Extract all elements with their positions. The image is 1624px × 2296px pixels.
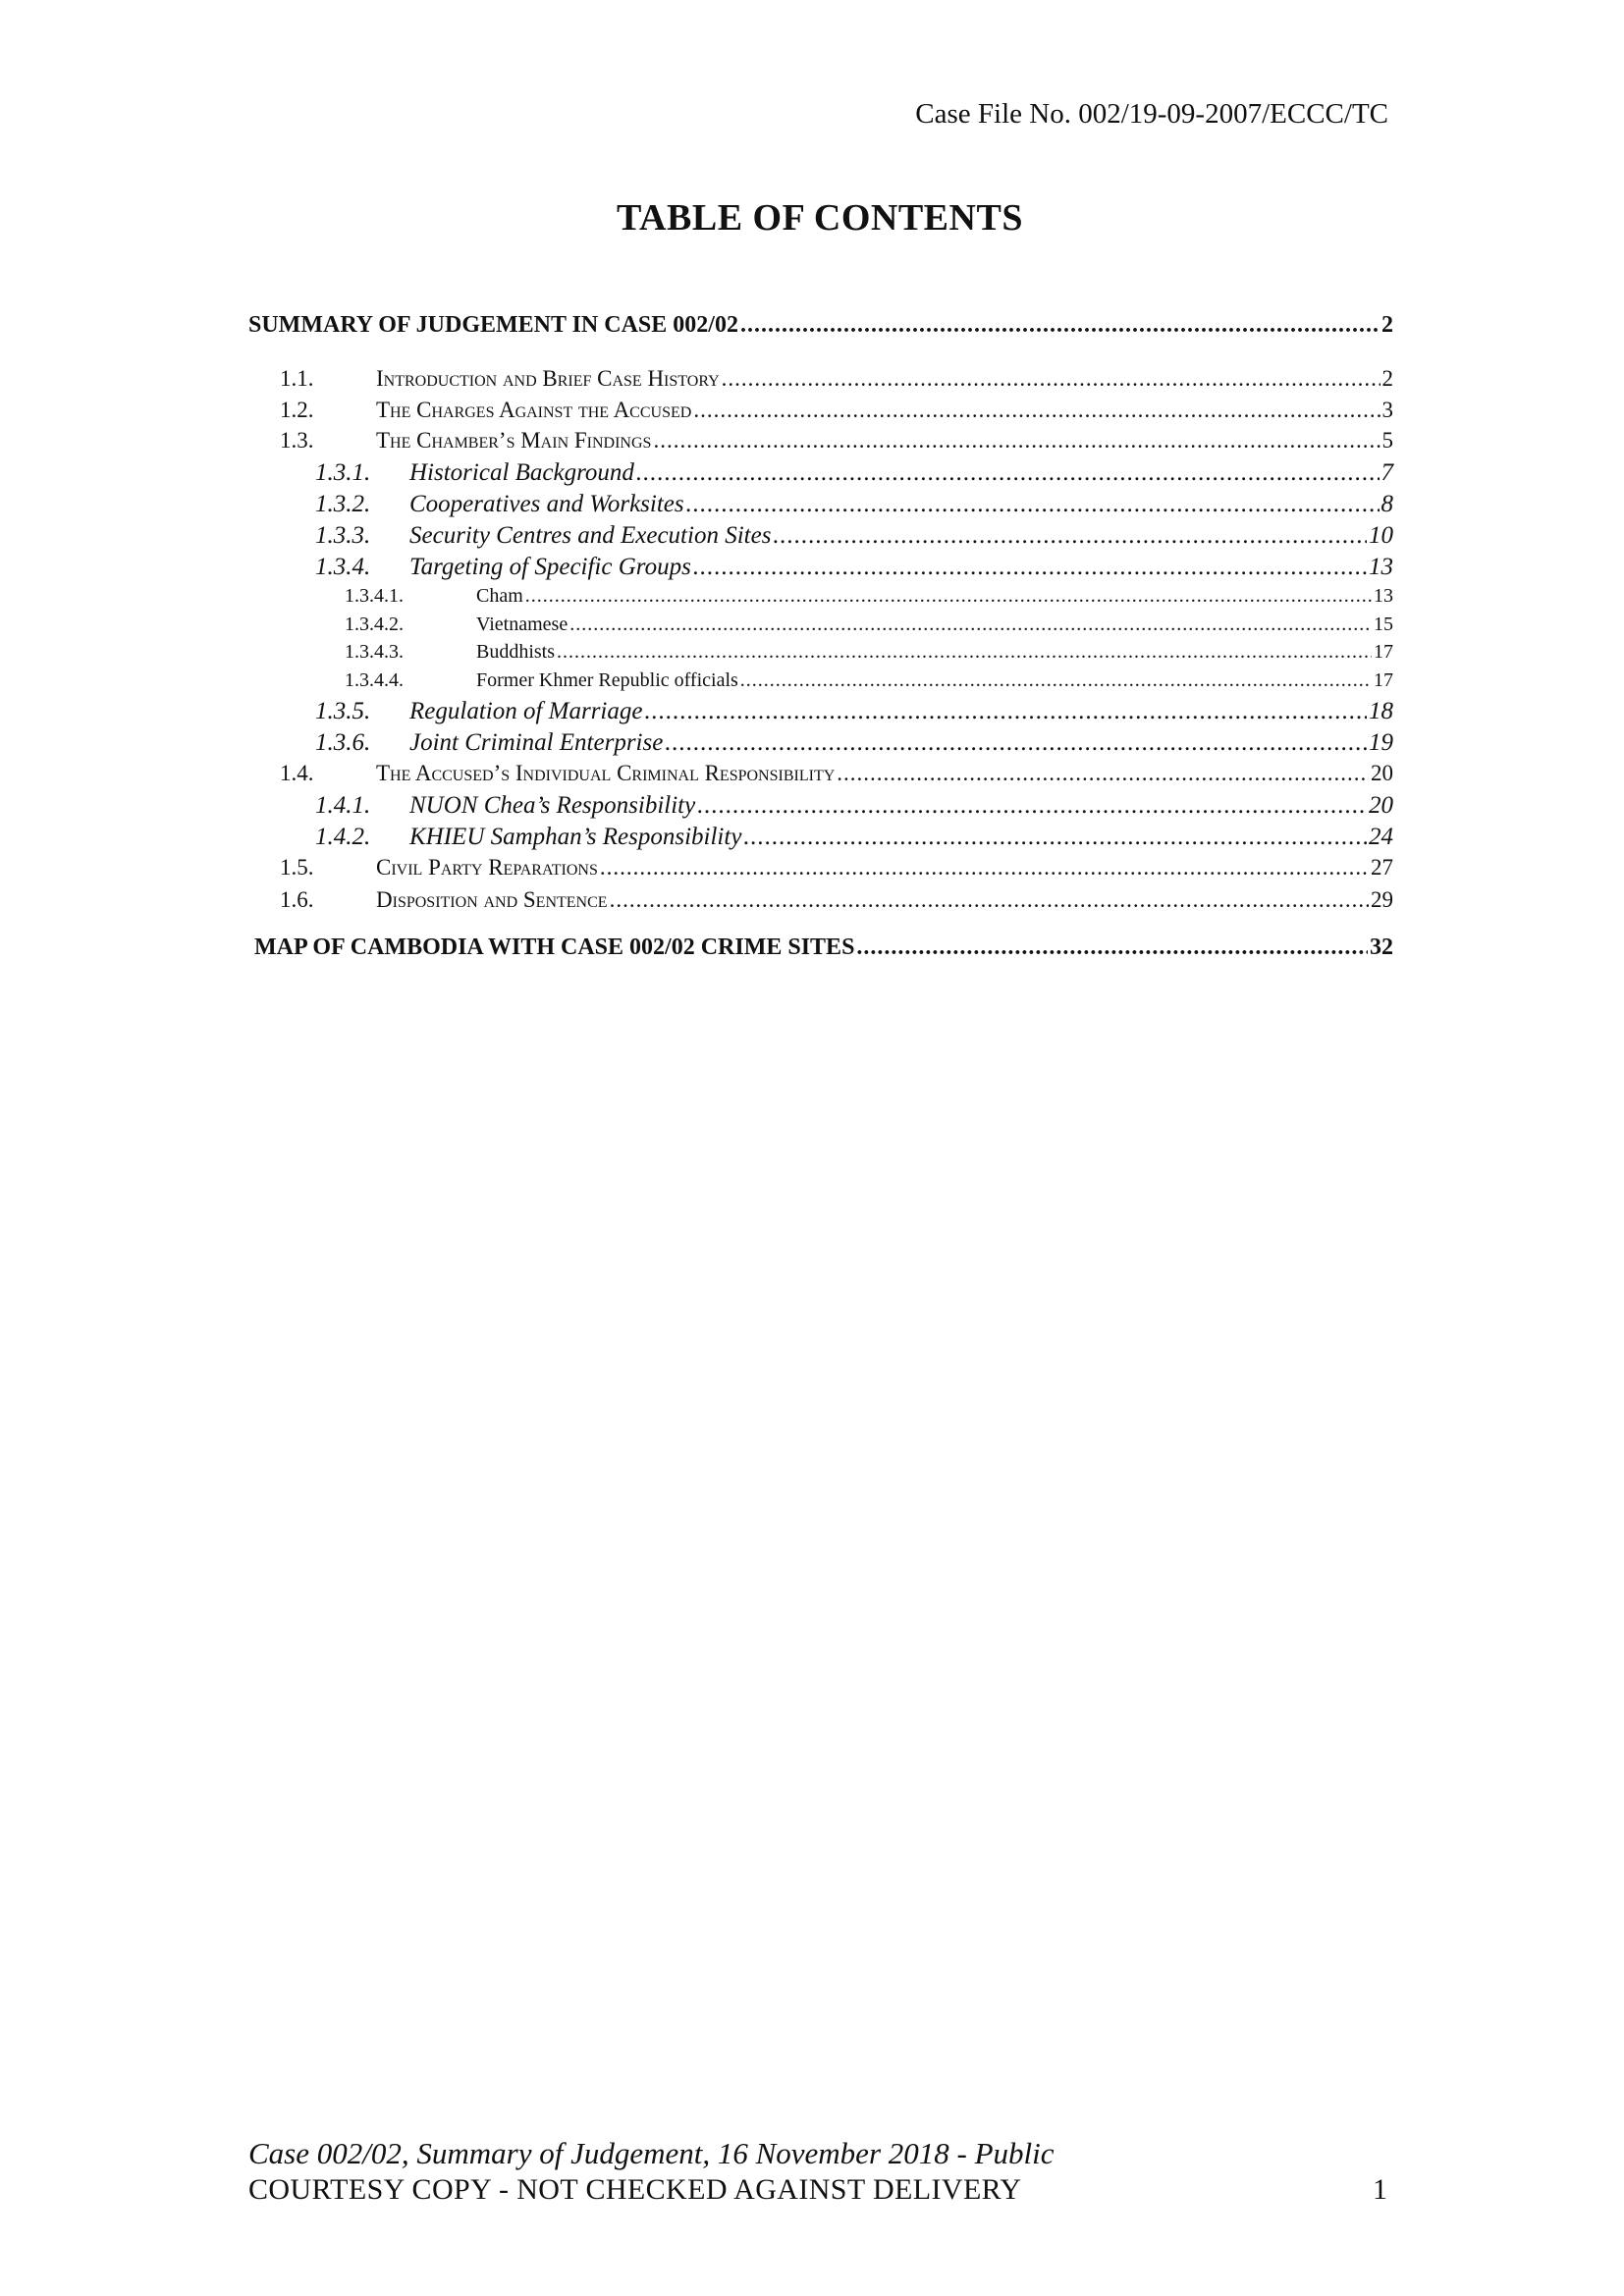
toc-entry-page: 8: [1380, 491, 1393, 517]
toc-entry-page: 29: [1371, 887, 1393, 912]
toc-entry[interactable]: [248, 669, 1393, 692]
toc-entry-title: Introduction and Brief Case History: [376, 366, 720, 391]
toc-entry-page: 18: [1369, 698, 1393, 724]
toc-entry-title: Buddhists: [476, 641, 556, 663]
toc-dot-leader: [610, 887, 1369, 913]
toc-dot-leader: [653, 428, 1380, 454]
toc-dot-leader: [740, 312, 1380, 339]
toc-entry-number: 1.3.4.1.: [345, 585, 404, 607]
toc-entry-page: 2: [1381, 312, 1393, 338]
toc-entry[interactable]: [248, 698, 1393, 725]
toc-dot-leader: [856, 934, 1368, 961]
toc-entry-number: 1.3.4.2.: [345, 614, 404, 635]
toc-entry-title: Vietnamese: [476, 614, 568, 635]
toc-entry-page: 3: [1381, 398, 1393, 422]
toc-entry[interactable]: [248, 522, 1393, 550]
toc-dot-leader: [557, 641, 1372, 664]
page-number: 1: [1373, 2173, 1387, 2206]
toc-entry[interactable]: [248, 366, 1393, 392]
toc-entry-page: 10: [1369, 522, 1393, 549]
toc-entry-page: 5: [1381, 428, 1393, 453]
toc-entry-page: 20: [1371, 761, 1393, 785]
toc-entry[interactable]: [248, 491, 1393, 518]
toc-entry-title: Joint Criminal Enterprise: [409, 729, 664, 756]
toc-dot-leader: [665, 729, 1367, 757]
toc-entry-title: MAP OF CAMBODIA WITH CASE 002/02 CRIME SITES: [254, 934, 855, 960]
toc-dot-leader: [693, 554, 1367, 581]
toc-entry-page: 7: [1380, 459, 1393, 486]
toc-entry-title: Historical Background: [409, 459, 634, 486]
toc-entry[interactable]: [248, 398, 1393, 423]
toc-entry-title: The Accused’s Individual Criminal Responsibility: [376, 761, 836, 785]
toc-entry-number: 1.2.: [280, 398, 314, 422]
toc-entry-page: 24: [1369, 824, 1393, 850]
footer-caption: Case 002/02, Summary of Judgement, 16 November 2018 - Public: [248, 2136, 1055, 2170]
toc-dot-leader: [693, 398, 1380, 423]
toc-entry-number: 1.3.2.: [315, 491, 371, 517]
toc-entry-page: 20: [1369, 792, 1393, 819]
toc-entry[interactable]: [248, 641, 1393, 664]
toc-entry-number: 1.3.3.: [315, 522, 371, 549]
toc-entry-title: Regulation of Marriage: [409, 698, 643, 724]
toc-entry-title: Civil Party Reparations: [376, 855, 598, 880]
toc-entry[interactable]: [248, 554, 1393, 581]
toc-entry-page: 17: [1374, 669, 1393, 691]
toc-entry-page: 13: [1369, 554, 1393, 580]
toc-dot-leader: [722, 366, 1380, 392]
toc-entry-number: 1.3.1.: [315, 459, 371, 486]
toc-dot-leader: [743, 824, 1367, 851]
toc-entry[interactable]: [248, 792, 1393, 820]
toc-entry-title: Cooperatives and Worksites: [409, 491, 684, 517]
toc-entry-number: 1.3.4.3.: [345, 641, 404, 663]
toc-entry-title: NUON Chea’s Responsibility: [409, 792, 696, 819]
toc-entry[interactable]: [248, 585, 1393, 608]
toc-entry-title: Former Khmer Republic officials: [476, 669, 738, 691]
toc-entry[interactable]: [248, 614, 1393, 636]
toc-entry[interactable]: [248, 934, 1393, 961]
toc-entry-title: The Charges Against the Accused: [376, 398, 692, 422]
toc-entry-page: 32: [1370, 934, 1393, 960]
toc-entry-number: 1.3.6.: [315, 729, 371, 756]
toc-entry-page: 13: [1374, 585, 1393, 607]
toc-entry-page: 17: [1374, 641, 1393, 663]
case-file-number: Case File No. 002/19-09-2007/ECCC/TC: [915, 98, 1388, 130]
toc-dot-leader: [837, 761, 1369, 786]
toc-dot-leader: [697, 792, 1367, 820]
toc-entry[interactable]: [248, 729, 1393, 757]
toc-entry[interactable]: [248, 824, 1393, 851]
toc-dot-leader: [773, 522, 1367, 550]
toc-dot-leader: [644, 698, 1367, 725]
toc-entry[interactable]: [248, 887, 1393, 913]
toc-entry-title: Cham: [476, 585, 523, 607]
toc-entry-title: The Chamber’s Main Findings: [376, 428, 652, 453]
footer-disclaimer: COURTESY COPY - NOT CHECKED AGAINST DELIVERY: [248, 2173, 1022, 2206]
toc-dot-leader: [600, 855, 1369, 881]
toc-entry-title: SUMMARY OF JUDGEMENT IN CASE 002/02: [248, 312, 738, 338]
toc-dot-leader: [569, 614, 1372, 636]
toc-entry-number: 1.1.: [280, 366, 314, 391]
toc-entry[interactable]: [248, 312, 1393, 339]
toc-entry[interactable]: [248, 459, 1393, 487]
toc-entry-number: 1.4.2.: [315, 824, 371, 850]
toc-entry[interactable]: [248, 428, 1393, 454]
toc-entry-title: Targeting of Specific Groups: [409, 554, 691, 580]
toc-entry-page: 19: [1369, 729, 1393, 756]
toc-entry-number: 1.3.4.: [315, 554, 371, 580]
toc-entry-number: 1.5.: [280, 855, 314, 880]
toc-dot-leader: [740, 669, 1372, 692]
toc-entry-number: 1.3.5.: [315, 698, 371, 724]
toc-entry[interactable]: [248, 761, 1393, 786]
toc-dot-leader: [525, 585, 1372, 608]
toc-entry[interactable]: [248, 855, 1393, 881]
page-title: TABLE OF CONTENTS: [617, 197, 1023, 239]
toc-entry-number: 1.6.: [280, 887, 314, 912]
toc-entry-page: 15: [1374, 614, 1393, 635]
toc-dot-leader: [686, 491, 1380, 518]
toc-entry-page: 27: [1371, 855, 1393, 880]
toc-entry-number: 1.3.: [280, 428, 314, 453]
toc-entry-number: 1.4.: [280, 761, 314, 785]
toc-entry-number: 1.4.1.: [315, 792, 371, 819]
toc-entry-page: 2: [1381, 366, 1393, 391]
toc-entry-title: KHIEU Samphan’s Responsibility: [409, 824, 742, 850]
toc-entry-title: Security Centres and Execution Sites: [409, 522, 772, 549]
toc-entry-number: 1.3.4.4.: [345, 669, 404, 691]
toc-dot-leader: [636, 459, 1380, 487]
toc-entry-title: Disposition and Sentence: [376, 887, 608, 912]
